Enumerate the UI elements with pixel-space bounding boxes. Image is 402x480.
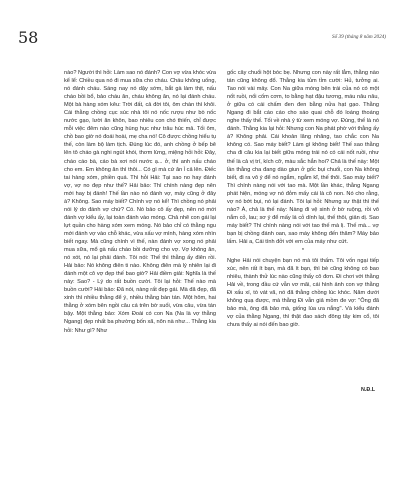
page-number: 58 [18,28,39,47]
right-paragraph: gốc cây chuối hột bóc bẹ. Nhưng con này rất lẳm, thằng nào tán cũng không đổ. Thằng kia tủm tỉm cười: Hủ, tưởng ai. Tao nói vài mảy. Con Na giữa móng bên trái của nó có một nốt ruồi, nối cốm cơm, to bằng hạt đậu tương, máu nâu nâu, ở giữa có cái chấm đen đen bằng nửa hạt gạo. Thằng Ngang đi bắt cáo cáo cho sáo quai chỗ đó loáng thoáng nghe thấy thế. Tối về nhà ý từ xem móng vợ. Đúng, thế là nó đánh. Thằng kia lại hỏi: Nhưng con Na phát phờ với thằng ấy à? Không phải. Cái khoản lăng nhăng, tao chắc con Na không có. Sao máy biết? Làm gì không biết! Thế sao thằng cha đi câu kia lại biết giữa móng trái nó có cái nốt ruồi, như thế là cả vị trí, kích cỡ, màu sắc hẳn hoi? Chả là thế này: Một lần thằng cha đang dào giun ở gốc bụi chuối, con Na không biết, đi ra vô ý để nó ngắm, ngắm kĩ, thế thôi. Sao máy biết? Thì chính nàng nói với tao mà. Một lần khác, thằng Ngang phát hiện, móng vợ nó đỏm mấy cái là cô non. Nó cho rằng, vợ nó bớt bụi, nó lại đánh. Tôi lại hỏi: Nhưng sự thật thì thế nào? À, chả là thế này: Nàng đi vệ sinh ở bờ ruộng, rồi vô nắm cỏ, lau; sơ ý để mấy lá cỏ dính lại, thế thôi, giản dị. Sao máy biết? Thì chính nàng nói với tao thế mà lị. Thế mà... vợ bạn bị chồng đánh oan, sao máy không đến thăm? Máy bảo lấm. Hải a, Cái tính đởi với em của máy như cứt. [227,70,379,245]
author-signature: N.Đ.L [361,387,376,393]
issue-info: Số 39 (tháng 8 năm 2024) [332,34,387,40]
article-column-left [64,69,216,335]
left-paragraph: nào? Người thì hỏi: Làm sao nó đánh? Con vợ vừa khóc vừa kể lể: Chiều qua nó đi mua sữa cho cháu. Cháu không uống, nó đánh cháu. Sáng nay nó dậy sớm, bắt gà làm thịt, nấu cháo bồi bổ, bảo cháu ăn, cháu không ăn, nó lại đánh cháu. Một bà hàng xóm kêu: Trời đất, cả đời tôi, ôm chàn thì khôi. Cái thằng chồng cục súc nhà tôi nó nốc rượu như bò nốc nước gạo, lười ăn khôn, bao nhiêu con chó thiến, chỉ được mỗi việc đêm nào cũng hùng hục như trâu húc mả. Tối ôm, chồ bao giờ nó đoái hoài, mẹ cha nó! Cô được chồng hiểu tụ thế, còn làm bộ làm tịch. Đúng lúc đó, anh chồng ở bếp bê lên tô cháo gà nghi ngút khói, thơm lừng, miệng hỏi hỏi: Đây, cháo cáo bà, cáo bà xơi nói nước ạ... ở, thì anh nấu cháo cho em. Em không ăn thì thôi... Có gì mà cứ ăn ỉ cả lên. Điếc tai hàng xóm, phiền quá. Thì hỏi Hải: Tại sao no hay đánh vợ, vợ no đẹp như thế? Hải bảo: Thì chính nàng đẹp nên mới hay bị đánh! Thế lần nào nó đánh vợ, máy cũng ở đây à? Không. Sao máy biết? Chính vợ nó kể! Thì chồng nó phải nói lý do đánh vợ chứ? Có. Nó bảo cô ấy đẹp, nên nó mới đánh vợ kiểu ấy, lại toàn đánh vào móng. Chả nhẽ con gái lại lựt quần cho hàng xóm xem móng. Nó bảo chỉ có thằng ngu mới đánh vợ vào chỗ khác, vừa xấu vợ mình, hàng xóm nhìn biết ngay. Mà cũng chính vì thế, nàn đánh vợ xong nó phải mua sữa, mổ gà nấu cháo bồi dưỡng cho vợ. Vợ không ăn, nó xót, nó lại phải đánh. Tôi nói: Thế thì thằng ấy điên rồi. Hải bảo: Nó không điên ti nào. Không điên mà lý nhiên lại đi đánh một cô vợ đẹp thế bao giờ? Hải điềm giải: Nghĩa là thế này: Sao? - Lý do rất buồn cười. Tôi lại hỏi: Thế nào mà buồn cười? Hải bảo: Đã nói, nàng rất đẹp gái. Mà đã đẹp, đã xinh thì nhiều thằng để ý, nhiều thằng bàn tán. Một hôm, hai thằng ở xóm bên ngồi câu cá trên bờ suối, vừa câu, vừa tán bậy. Một thằng bảo: Xóm Đoài có con Na (Na là vợ thằng Ngang) đẹp nhất ba phường bốn xã, nõn nà như... Thằng kia hỏi: Như gì? Như [64,70,216,334]
section-separator: * [301,248,305,255]
closing-paragraph: Nghe Hải nói chuyện bạn nó mà tôi thấm. Tôi vốn ngại tiếp xúc, nên rất ít bạn, mà đã ít bạn, thì bè cũng không có bao nhiêu, thành thử lúc nào cũng thấy cô đơn. Đi chơi với thằng Hải về, trong đầu cứ vẫn vơ mãi, cái hình ảnh con vợ thằng Đi xấu xí, tò vát vã, nó đã thằng chồng lúc khóc. Năm dưới không quạ được, mà thằng Đi vẫn giả mồm đe vợ: "Ông đã bảo mà, ông đã bảo mà, giống lúa ưa nắng". Và kiểu đánh vợ của thằng Ngang, thì thật đao sách đông tây kim cổ, tôi chưa thấy ai nói đến bao giờ. [227,258,379,329]
article-column-right [227,69,379,330]
